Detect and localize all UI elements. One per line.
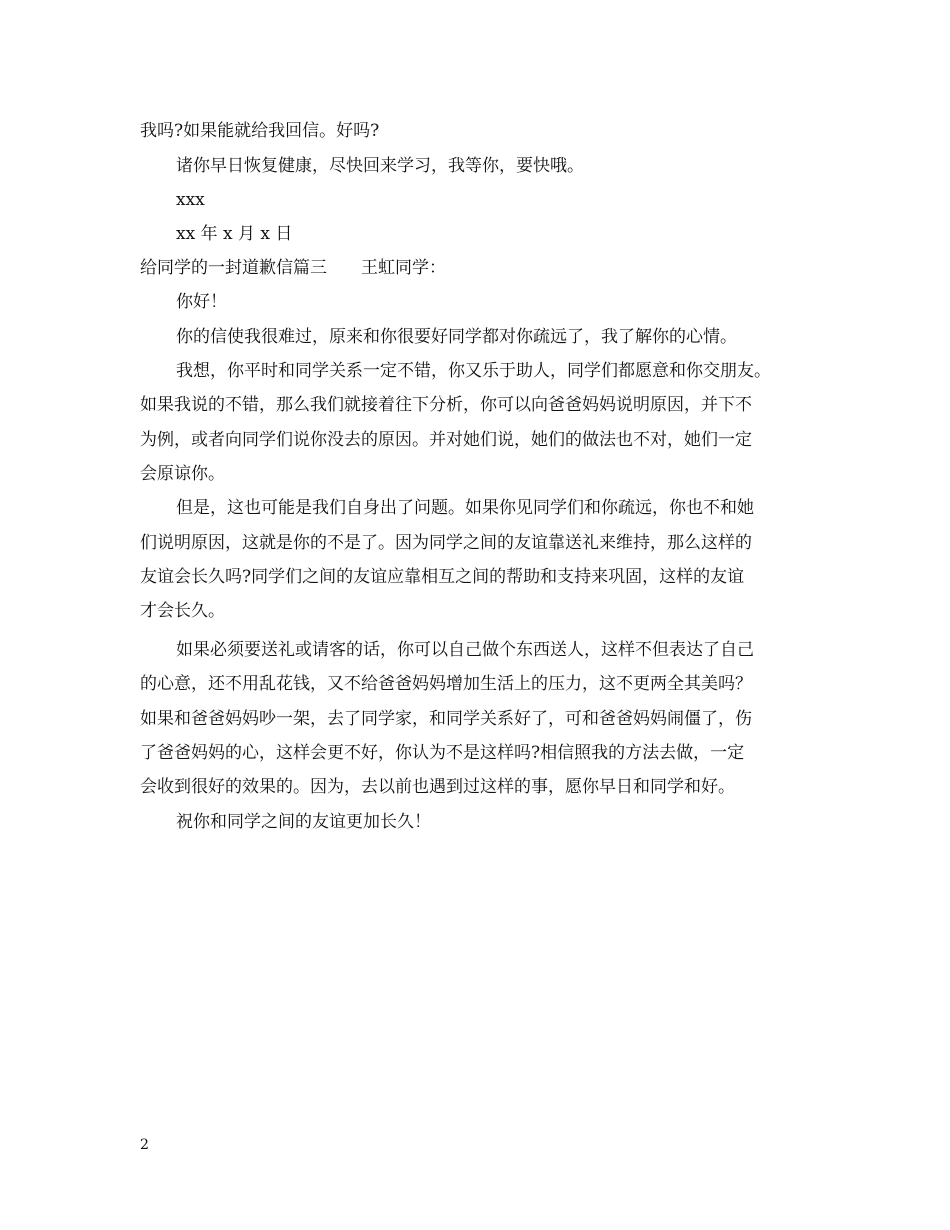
- text-line-3: xxx: [176, 190, 205, 210]
- text-line-18: 如果和爸爸妈妈吵一架，去了同学家，和同学关系好了，可和爸爸妈妈闹僵了，伤: [140, 709, 752, 729]
- page-number: 2: [140, 1137, 149, 1153]
- text-line-17: 的心意，还不用乱花钱，又不给爸爸妈妈增加生活上的压力，这不更两全其美吗？: [140, 674, 752, 694]
- text-line-20: 会收到很好的效果的。因为，去以前也遇到过这样的事，愿你早日和同学和好。: [140, 777, 735, 797]
- text-line-16: 如果必须要送礼或请客的话，你可以自己做个东西送人，这样不但表达了自己: [176, 640, 754, 660]
- text-line-7: 你的信使我很难过，原来和你很要好同学都对你疏远了，我了解你的心情。: [176, 327, 737, 347]
- text-line-19: 了爸爸妈妈的心，这样会更不好，你认为不是这样吗?相信照我的方法去做，一定: [140, 743, 745, 763]
- closing-line: 祝你和同学之间的友谊更加长久！: [176, 812, 431, 832]
- text-line-8: 我想，你平时和同学关系一定不错，你又乐于助人，同学们都愿意和你交朋友。: [176, 361, 771, 381]
- text-line-9: 如果我说的不错，那么我们就接着往下分析，你可以向爸爸妈妈说明原因，并下不: [140, 395, 752, 415]
- text-line-1: 我吗?如果能就给我回信。好吗?: [140, 121, 380, 141]
- section-heading: 给同学的一封道歉信篇三 王虹同学：: [140, 258, 446, 278]
- text-line-12: 但是，这也可能是我们自身出了问题。如果你见同学们和你疏远，你也不和她: [176, 498, 754, 518]
- text-line-4: xx 年 x 月 x 日: [176, 224, 293, 244]
- text-line-14: 友谊会长久吗?同学们之间的友谊应靠相互之间的帮助和支持来巩固，这样的友谊: [140, 567, 745, 587]
- text-line-15: 才会长久。: [140, 601, 225, 621]
- greeting: 你好！: [176, 292, 227, 312]
- text-line-2: 诸你早日恢复健康，尽快回来学习，我等你，要快哦。: [176, 156, 584, 176]
- text-line-13: 们说明原因，这就是你的不是了。因为同学之间的友谊靠送礼来维持，那么这样的: [140, 533, 752, 553]
- text-line-10: 为例，或者向同学们说你没去的原因。并对她们说，她们的做法也不对，她们一定: [140, 430, 752, 450]
- text-line-11: 会原谅你。: [140, 464, 225, 484]
